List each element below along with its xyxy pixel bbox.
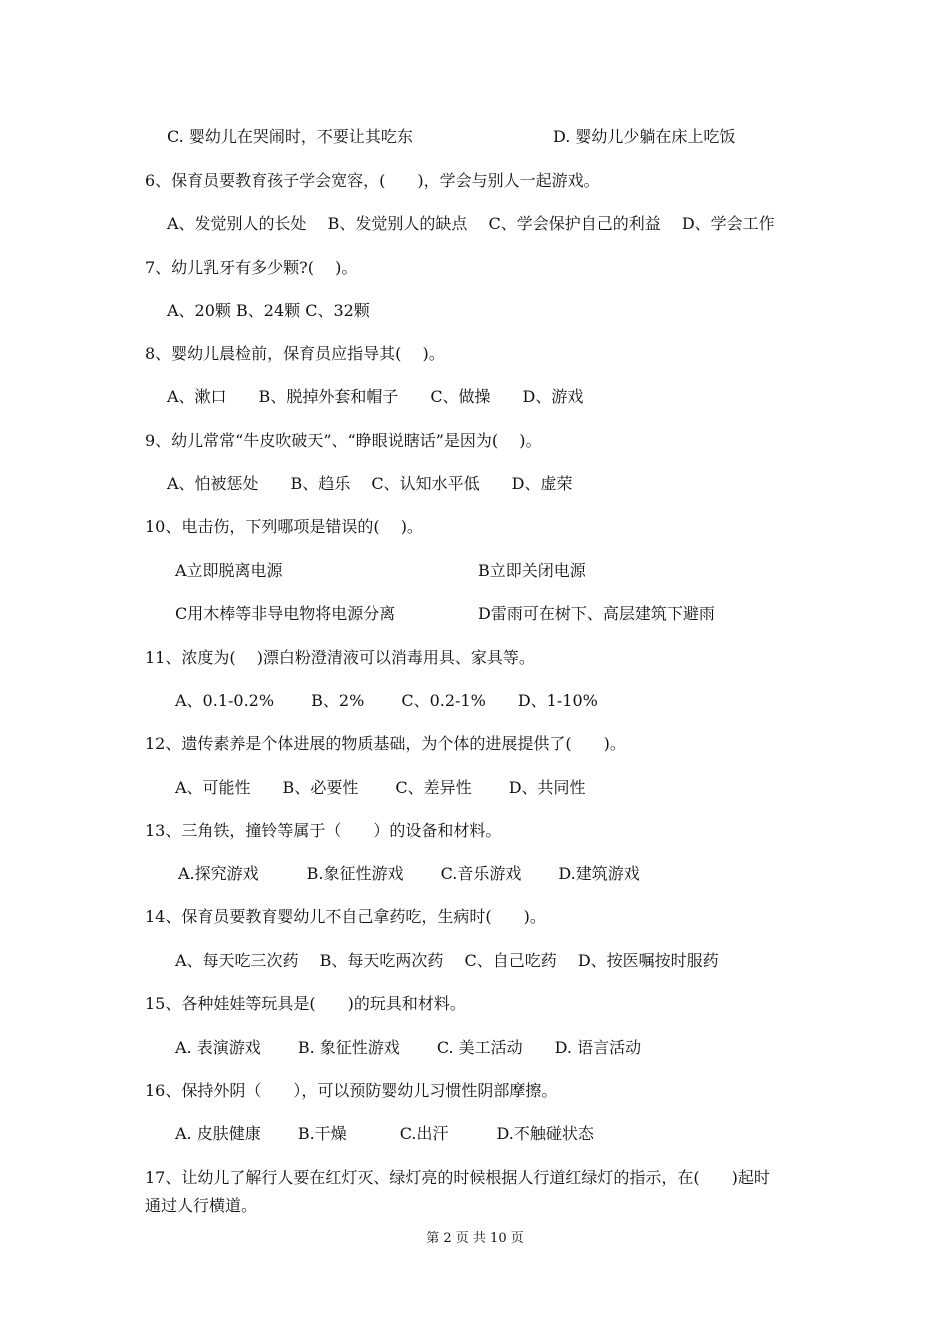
question-10-option-c: C用木棒等非导电物将电源分离 (175, 604, 396, 623)
question-13-options: A.探究游戏 B.象征性游戏 C.音乐游戏 D.建筑游戏 (178, 864, 640, 883)
question-7: 7、幼儿乳牙有多少颗?( )。 (145, 258, 358, 277)
question-10-option-b: B立即关闭电源 (478, 561, 586, 580)
question-6-options: A、发觉别人的长处 B、发觉别人的缺点 C、学会保护自己的利益 D、学会工作 (167, 214, 775, 233)
question-8: 8、婴幼儿晨检前，保育员应指导其( )。 (145, 344, 445, 363)
question-10-option-a: A立即脱离电源 (175, 561, 283, 580)
question-14-options: A、每天吃三次药 B、每天吃两次药 C、自己吃药 D、按医嘱按时服药 (175, 951, 719, 970)
question-8-options: A、漱口 B、脱掉外套和帽子 C、做操 D、游戏 (167, 387, 584, 406)
question-7-options: A、20颗 B、24颗 C、32颗 (167, 301, 370, 320)
question-14: 14、保育员要教育婴幼儿不自己拿药吃，生病时( )。 (145, 907, 546, 926)
page-footer: 第 2 页 共 10 页 (426, 1231, 524, 1246)
question-16-options: A. 皮肤健康 B.干燥 C.出汗 D.不触碰状态 (175, 1124, 594, 1143)
question-12: 12、遗传素养是个体进展的物质基础，为个体的进展提供了( )。 (145, 734, 626, 753)
question-11-options: A、0.1-0.2% B、2% C、0.2-1% D、1-10% (175, 691, 598, 710)
option-d-line: D. 婴幼儿少躺在床上吃饭 (553, 127, 736, 146)
question-11: 11、浓度为( )漂白粉澄清液可以消毒用具、家具等。 (145, 648, 535, 667)
question-16: 16、保持外阴（ ），可以预防婴幼儿习惯性阴部摩擦。 (145, 1081, 558, 1100)
question-15-options: A. 表演游戏 B. 象征性游戏 C. 美工活动 D. 语言活动 (175, 1038, 642, 1057)
option-c-line: C. 婴幼儿在哭闹时，不要让其吃东 (167, 127, 413, 146)
question-17-continued: 通过人行横道。 (145, 1196, 258, 1215)
question-10: 10、电击伤，下列哪项是错误的( )。 (145, 517, 423, 536)
question-15: 15、各种娃娃等玩具是( )的玩具和材料。 (145, 994, 466, 1013)
question-17: 17、让幼儿了解行人要在红灯灭、绿灯亮的时候根据人行道红绿灯的指示，在( )起时 (145, 1168, 770, 1187)
question-10-option-d: D雷雨可在树下、高层建筑下避雨 (478, 604, 715, 623)
question-9: 9、幼儿常常“牛皮吹破天”、“睁眼说瞎话”是因为( )。 (145, 431, 542, 450)
question-13: 13、三角铁，撞铃等属于（ ）的设备和材料。 (145, 821, 502, 840)
question-9-options: A、怕被惩处 B、趋乐 C、认知水平低 D、虚荣 (167, 474, 573, 493)
question-12-options: A、可能性 B、必要性 C、差异性 D、共同性 (175, 778, 586, 797)
question-6: 6、保育员要教育孩子学会宽容，( )，学会与别人一起游戏。 (145, 171, 600, 190)
